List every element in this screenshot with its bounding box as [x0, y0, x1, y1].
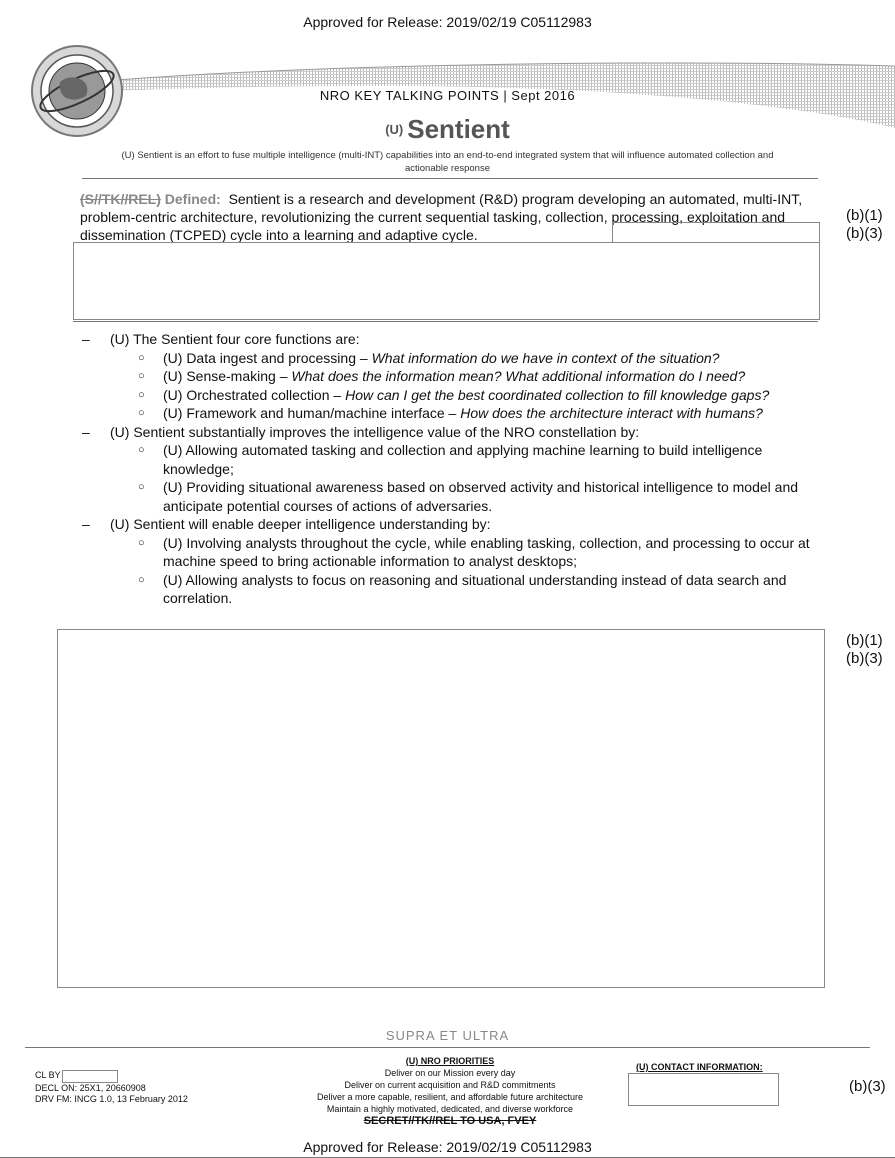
exemption-code: (b)(3): [846, 225, 883, 242]
subtitle: (U) Sentient is an effort to fuse multiple intelligence (multi-INT) capabilities into an end-to-end integrated system that will influence automated collection and actionable response: [121, 150, 774, 174]
exemption-codes-2: [846, 632, 883, 668]
cl-by-line: [35, 1070, 188, 1083]
title-marking: (U): [385, 122, 404, 137]
release-header: Approved for Release: 2019/02/19 C05112983: [303, 14, 592, 30]
exemption-code: (b)(1): [846, 207, 883, 224]
cl-by-redaction: [62, 1070, 118, 1083]
title-text: Sentient: [407, 114, 510, 144]
redaction-box-inline: [612, 222, 820, 243]
exemption-code: (b)(3): [846, 650, 883, 667]
classification-block: [35, 1070, 188, 1105]
exemption-code-footer: (b)(3): [849, 1078, 886, 1095]
footer-divider: [25, 1047, 870, 1048]
list-item: ○ (U) Allowing analysts to focus on reasoning and situational understanding instead of data search and correlation.: [138, 571, 787, 606]
list-item: ○ (U) Providing situational awareness based on observed activity and historical intelligence to model and anticipate potential courses of actions of adversaries.: [138, 479, 799, 514]
drv-fm: DRV FM: INCG 1.0, 13 February 2012: [35, 1094, 188, 1104]
list-item: – (U) The Sentient four core functions are:: [82, 331, 360, 347]
list-item: ○ (U) Data ingest and processing – What information do we have in context of the situation?: [138, 349, 720, 366]
section-divider: [73, 321, 818, 322]
talking-points-list: [80, 330, 820, 608]
defined-text: Sentient is a research and development (R&D) program developing an automated, multi-INT, problem-centric architecture, revolutionizing the current sequential tasking, collection, processing, exploitation and dissemination (TCPED) cycle into a learning and adaptive cycle.: [80, 191, 803, 243]
nro-priorities: [280, 1055, 620, 1127]
list-item: ○ (U) Allowing automated tasking and collection and applying machine learning to build intelligence knowledge;: [138, 442, 763, 477]
classification-marking: SECRET//TK//REL TO USA, FVEY: [363, 1115, 537, 1127]
priority-item: Maintain a highly motivated, dedicated, and diverse workforce: [326, 1104, 574, 1114]
contact-redaction: [628, 1073, 779, 1106]
priority-item: Deliver on our Mission every day: [384, 1068, 516, 1078]
list-item: ○ (U) Orchestrated collection – How can I get the best coordinated collection to fill knowledge gaps?: [138, 386, 770, 403]
list-item: ○ (U) Framework and human/machine interface – How does the architecture interact with humans?: [138, 405, 763, 421]
contact-heading: (U) CONTACT INFORMATION:: [636, 1062, 763, 1072]
talking-points-heading: NRO KEY TALKING POINTS | Sept 2016: [319, 88, 576, 103]
decl-on: DECL ON: 25X1, 20660908: [35, 1083, 146, 1093]
cl-by-label: CL BY: [35, 1070, 61, 1080]
redaction-box-1: [73, 242, 820, 320]
exemption-codes-1: [846, 207, 883, 243]
motto: SUPRA ET ULTRA: [385, 1028, 510, 1043]
page-title: [0, 114, 895, 145]
redaction-box-2: [57, 629, 825, 988]
defined-marking: (S//TK//REL): [80, 191, 161, 207]
defined-label: Defined:: [164, 191, 221, 207]
list-item: – (U) Sentient will enable deeper intelligence understanding by:: [82, 516, 491, 532]
list-item: – (U) Sentient substantially improves the intelligence value of the NRO constellation by:: [82, 423, 640, 440]
priority-item: Deliver a more capable, resilient, and affordable future architecture: [317, 1092, 583, 1102]
priorities-heading: (U) NRO PRIORITIES: [405, 1056, 495, 1066]
list-item: ○ (U) Sense-making – What does the information mean? What additional information do I need?: [138, 368, 746, 384]
priority-item: Deliver on current acquisition and R&D commitments: [344, 1080, 556, 1090]
title-divider: [82, 178, 818, 179]
exemption-code: (b)(1): [846, 632, 883, 649]
release-footer: Approved for Release: 2019/02/19 C05112983: [303, 1139, 592, 1155]
list-item: ○ (U) Involving analysts throughout the cycle, while enabling tasking, collection, and processing to occur at machine speed to bring actionable information to analyst desktops;: [138, 534, 810, 569]
